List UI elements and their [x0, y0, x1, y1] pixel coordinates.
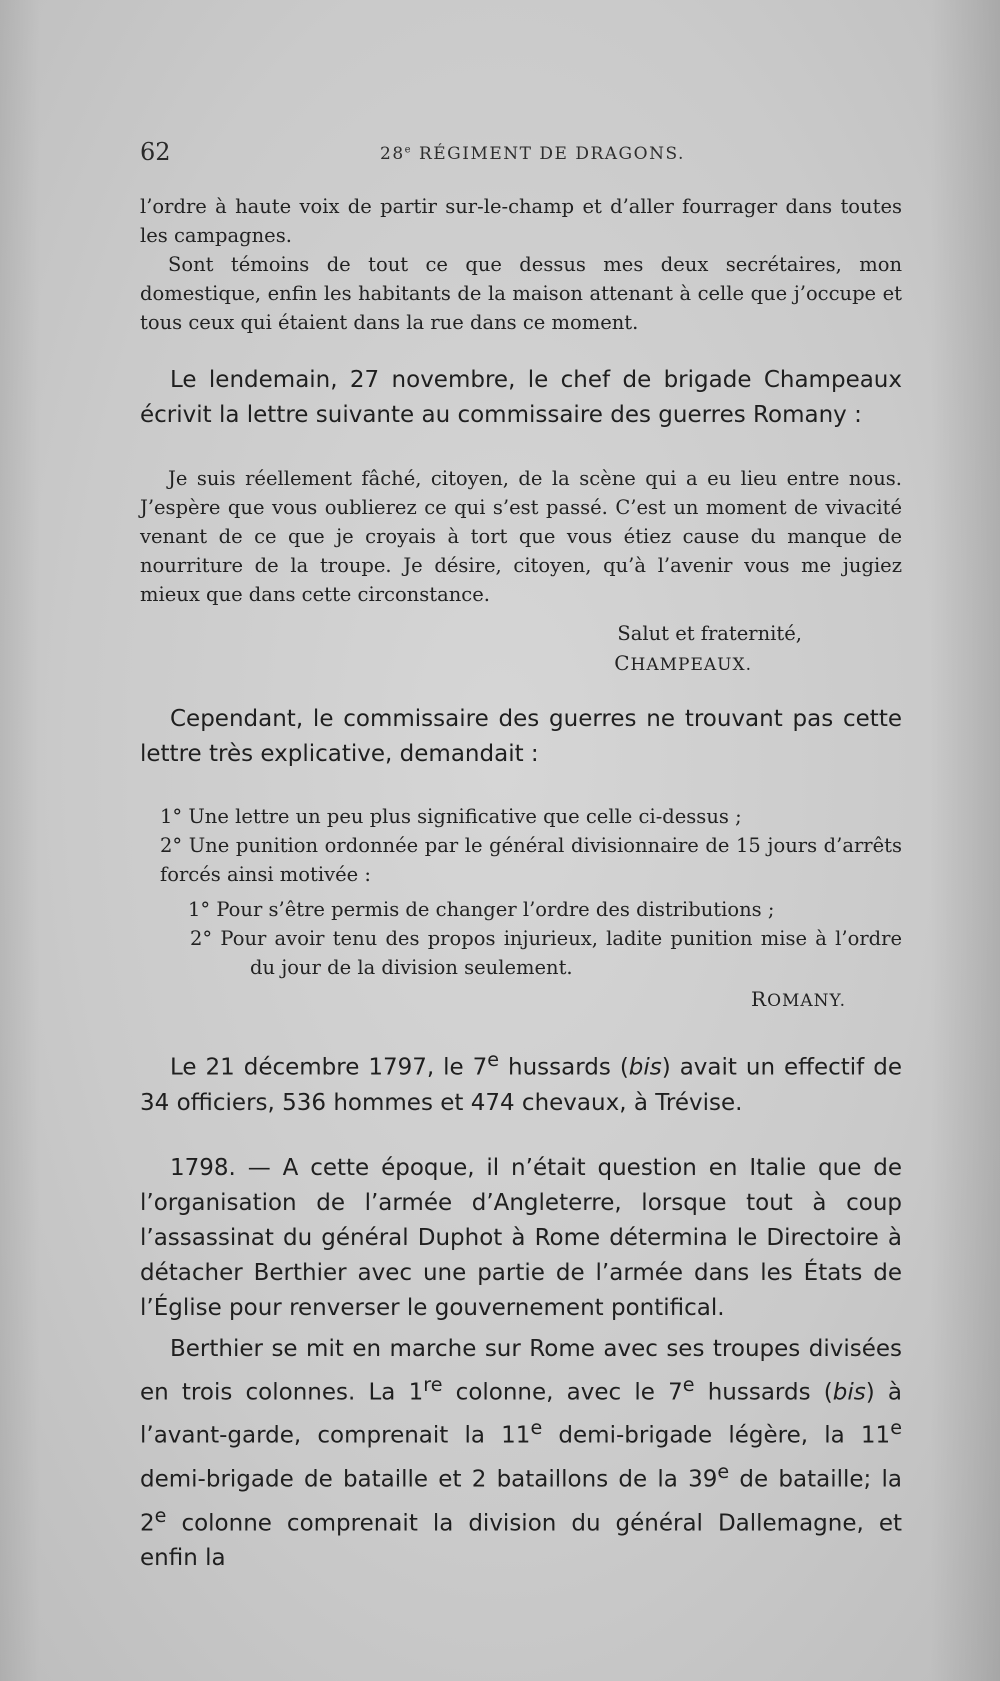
text-run: hussards ( — [694, 1379, 833, 1406]
running-head-number: 28 — [380, 144, 405, 164]
text-run: Le 21 décembre 1797, le 7 — [170, 1054, 488, 1081]
text-run: ) à l’avant-garde, comprenait la 11 — [140, 1379, 902, 1449]
page-body — [140, 192, 902, 1576]
list-item-2: 2° Une punition ordonnée par le général divisionnaire de 15 jours d’arrêts forcés ainsi motivée : — [160, 834, 902, 886]
paragraph-cependant: Cependant, le commissaire des guerres ne trouvant pas cette lettre très explicative, demandait : — [140, 706, 902, 767]
paragraph-berthier — [140, 1332, 902, 1577]
signature-rest: OMANY. — [767, 991, 846, 1011]
superscript: e — [682, 1372, 695, 1396]
paragraph-continuation: l’ordre à haute voix de partir sur-le-champ et d’aller fourrager dans toutes les campagnes. — [140, 195, 902, 247]
superscript: e — [487, 1048, 500, 1071]
signature-initial: C — [614, 651, 631, 675]
letter-closing: Salut et fraternité, — [617, 622, 802, 645]
paragraph-lendemain: Le lendemain, 27 novembre, le chef de brigade Champeaux écrivit la lettre suivante au commissaire des guerres Romany : — [140, 367, 902, 428]
running-head-title: RÉGIMENT DE DRAGONS. — [412, 144, 685, 164]
sub-item-1: 1° Pour s’être permis de changer l’ordre des distributions ; — [188, 898, 775, 921]
signature-initial: R — [751, 987, 768, 1011]
superscript: e — [530, 1416, 543, 1440]
superscript: e — [717, 1459, 730, 1483]
list-item-1: 1° Une lettre un peu plus significative que celle ci-dessus ; — [160, 805, 742, 828]
signature-romany — [140, 984, 902, 1016]
sub-item-2: 2° Pour avoir tenu des propos injurieux, ladite punition mise à l’ordre du jour de la division seulement. — [190, 927, 902, 979]
letter-text: Je suis réellement fâché, citoyen, de la scène qui a eu lieu entre nous. J’espère que vous oublierez ce qui s’est passé. C’est un moment de vivacité venant de ce que je croyais à tort que vous étiez cause du manque de nourriture de la troupe. Je désire, citoyen, qu’à l’avenir vous me jugiez mieux que dans cette circonstance. — [140, 467, 902, 606]
text-run: hussards ( — [499, 1054, 629, 1081]
italic-run: bis — [628, 1054, 662, 1081]
text-run: demi-brigade légère, la 11 — [542, 1422, 891, 1449]
text-run: de bataille; la 2 — [140, 1466, 902, 1537]
running-head-sup: e — [404, 144, 413, 156]
signature-champeaux — [140, 648, 902, 680]
paragraph-witnesses: Sont témoins de tout ce que dessus mes deux secrétaires, mon domestique, enfin les habitants de la maison attenant à celle que j’occupe et tous ceux qui étaient dans la rue dans ce moment. — [140, 253, 902, 334]
superscript: e — [154, 1503, 167, 1527]
paragraph-decembre-1797 — [140, 1042, 902, 1121]
superscript: e — [890, 1416, 902, 1440]
text-run: ) avait un effectif de 34 officiers, 536 hommes et 474 chevaux, à Trévise. — [140, 1054, 902, 1116]
superscript: re — [423, 1372, 443, 1396]
italic-run: bis — [832, 1379, 866, 1406]
page-number: 62 — [140, 138, 171, 166]
signature-rest: HAMPEAUX. — [630, 655, 752, 675]
paragraph-1798: 1798. — A cette époque, il n’était question en Italie que de l’organisation de l’armée d’Angleterre, lorsque tout à coup l’assassinat du général Duphot à Rome détermina le Directoire à détacher Berthier avec une partie de l’armée dans les États de l’Église pour renverser le gouvernement pontifical. — [140, 1154, 902, 1321]
running-head — [380, 144, 685, 164]
text-run: Berthier se mit en marche sur Rome avec ses troupes divisées en trois colonnes. La 1 — [140, 1335, 902, 1406]
text-run: demi-brigade de bataille et 2 bataillons de la 39 — [140, 1466, 718, 1493]
page-header — [140, 138, 900, 168]
text-run: colonne, avec le 7 — [442, 1379, 683, 1406]
text-run: colonne comprenait la division du général Dallemagne, et enfin la — [140, 1510, 902, 1572]
